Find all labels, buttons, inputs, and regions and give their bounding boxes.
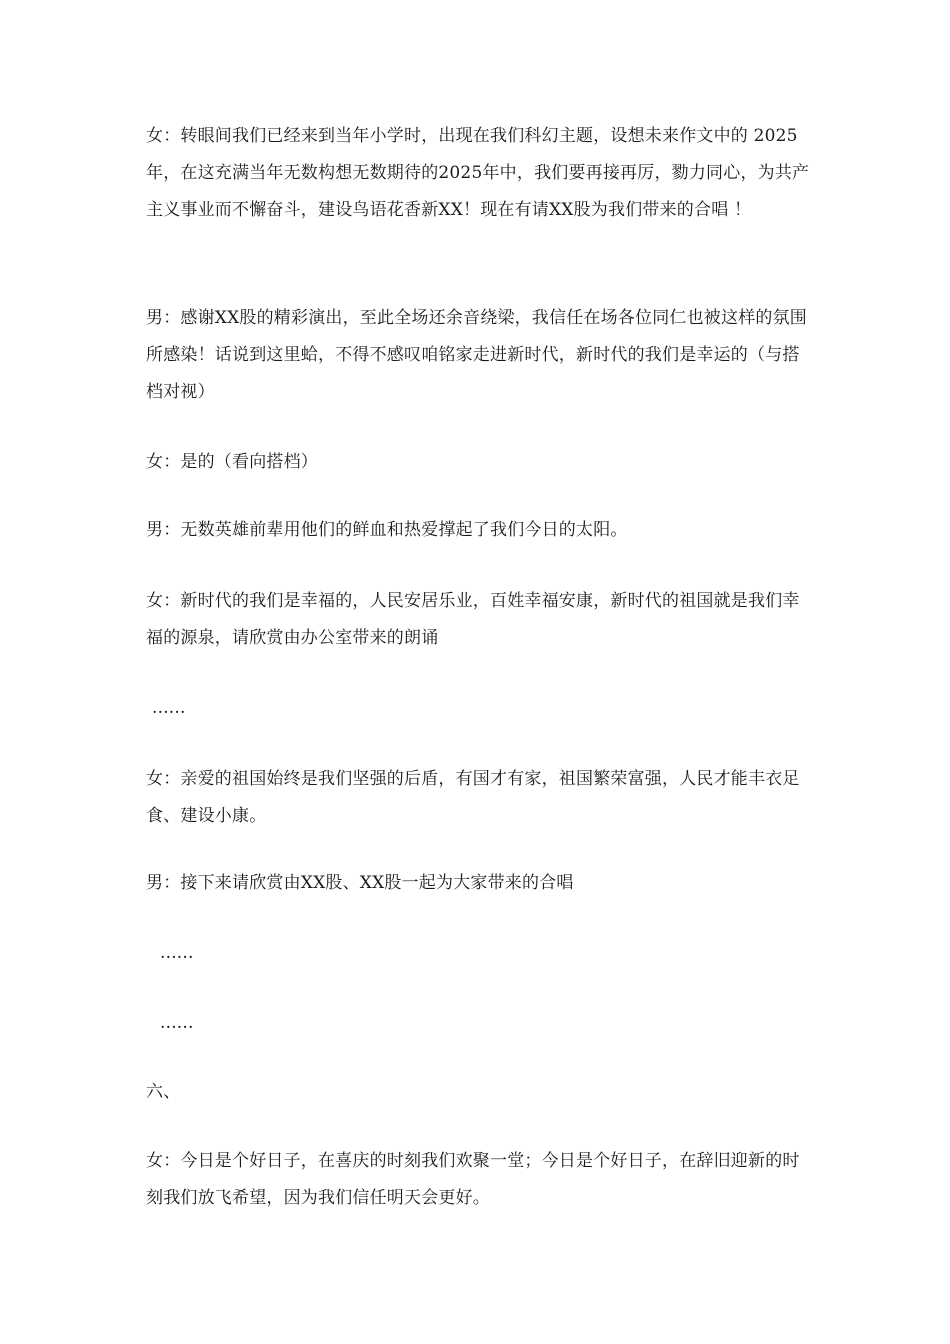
paragraph-female-intro: 女：转眼间我们已经来到当年小学时，出现在我们科幻主题，设想未来作文中的 2025年，在这充满当年无数构想无数期待的2025年中，我们要再接再厉，勠力同心，为共产主义事业而不懈奋斗，建设鸟语花香新XX！现在有请XX股为我们带来的合唱 ！ — [146, 126, 810, 220]
section-heading-six: 六、 — [146, 1082, 181, 1102]
paragraph-female-motherland: 女：亲爱的祖国始终是我们坚强的后盾，有国才有家，祖国繁荣富强，人民才能丰衣足食、建设小康。 — [146, 769, 800, 826]
paragraph-male-heroes: 男：无数英雄前辈用他们的鲜血和热爱撑起了我们今日的太阳。 — [146, 520, 628, 540]
paragraph-ellipsis: ...... — [160, 1013, 194, 1033]
paragraph-male-chorus: 男：接下来请欣赏由XX股、XX股一起为大家带来的合唱 — [146, 873, 574, 893]
paragraph-ellipsis: ...... — [160, 943, 194, 963]
paragraph-male-thanks: 男：感谢XX股的精彩演出，至此全场还余音绕梁，我信任在场各位同仁也被这样的氛围所感染！话说到这里蛤，不得不感叹咱铭家走进新时代，新时代的我们是幸运的（与搭档对视） — [146, 308, 808, 402]
paragraph-ellipsis: ...... — [152, 698, 186, 718]
paragraph-female-recitation: 女：新时代的我们是幸福的，人民安居乐业，百姓幸福安康，新时代的祖国就是我们幸福的源泉，请欣赏由办公室带来的朗诵 — [146, 591, 800, 648]
paragraph-female-reply: 女：是的（看向搭档） — [146, 452, 318, 472]
paragraph-female-closing: 女：今日是个好日子，在喜庆的时刻我们欢聚一堂；今日是个好日子，在辞旧迎新的时刻我们放飞希望，因为我们信任明天会更好。 — [146, 1151, 800, 1208]
